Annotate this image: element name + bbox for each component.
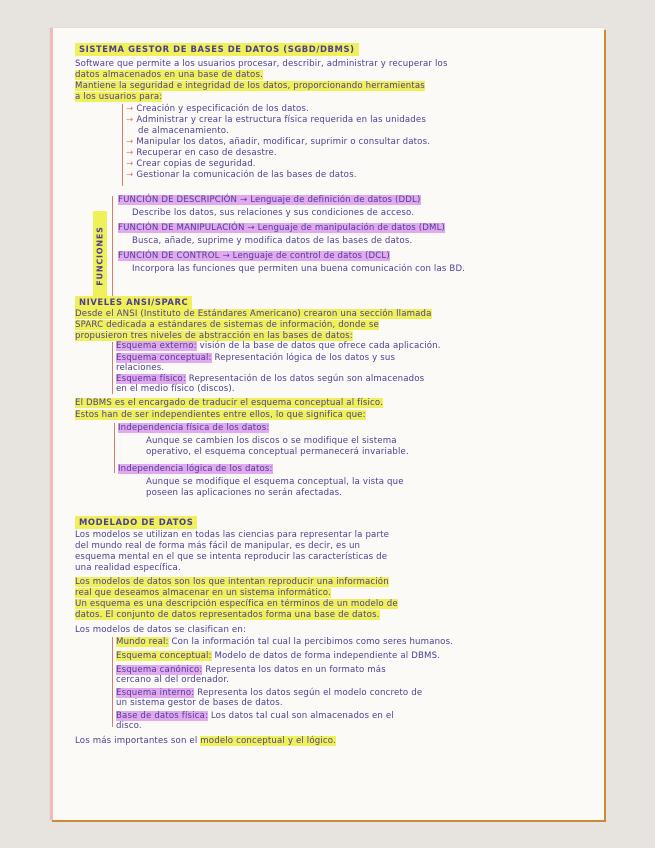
- modelado-intro-line: una realidad específica.: [75, 563, 181, 573]
- modelo-item: Esquema interno: Representa los datos según el modelo concreto de: [116, 688, 423, 698]
- independencia-text: Aunque se modifique el esquema conceptual, la vista que: [146, 477, 404, 487]
- independencia-text: Aunque se cambien los discos o se modifique el sistema: [146, 436, 397, 446]
- nivel-item: Esquema externo: visión de la base de datos que ofrece cada aplicación.: [116, 341, 441, 351]
- modelo-item: Mundo real: Con la información tal cual la percibimos como seres humanos.: [116, 637, 454, 647]
- ansi-intro-line: propusieron tres niveles de abstracción en las bases de datos:: [75, 331, 353, 341]
- modelo-item-cont: un sistema gestor de bases de datos.: [116, 698, 283, 708]
- bracket-line: [112, 196, 113, 304]
- sgbd-list-item: → Administrar y crear la estructura física requerida en las unidades: [126, 115, 426, 125]
- sgbd-intro-line: Software que permite a los usuarios procesar, describir, administrar y recuperar los: [75, 59, 448, 69]
- funcion-heading: FUNCIÓN DE CONTROL → Lenguaje de control de datos (DCL): [118, 251, 390, 261]
- funcion-description: Incorpora las funciones que permiten una buena comunicación con las BD.: [132, 264, 466, 274]
- modelo-item: Esquema conceptual: Modelo de datos de forma independiente al DBMS.: [116, 651, 441, 661]
- funcion-heading: FUNCIÓN DE DESCRIPCIÓN → Lenguaje de definición de datos (DDL): [118, 195, 421, 205]
- sgbd-intro-line: Mantiene la seguridad e integridad de los datos, proporcionando herramientas: [75, 81, 425, 91]
- sgbd-list-item: → Gestionar la comunicación de las bases de datos.: [126, 170, 357, 180]
- independencia-text: operativo, el esquema conceptual permanecerá invariable.: [146, 447, 409, 457]
- modelado-intro-line: esquema mental en el que se intenta reproducir las características de: [75, 552, 388, 562]
- modelo-item-cont: disco.: [116, 721, 142, 731]
- modelado-highlight-line: datos. El conjunto de datos representados forma una base de datos.: [75, 610, 380, 620]
- modelado-intro-line: Los modelos se utilizan en todas las ciencias para representar la parte: [75, 530, 390, 540]
- nivel-item-cont: en el medio físico (discos).: [116, 384, 235, 394]
- bracket-line: [122, 104, 123, 186]
- sgbd-list-item: → Creación y especificación de los datos.: [126, 104, 309, 114]
- independencia-heading: Independencia lógica de los datos:: [118, 464, 273, 474]
- dbms-line: Estos han de ser independientes entre ellos, lo que significa que:: [75, 410, 366, 420]
- sgbd-list-item: → Crear copias de seguridad.: [126, 159, 256, 169]
- closing-line: Los más importantes son el modelo conceptual y el lógico.: [75, 736, 336, 746]
- modelo-item-cont: cercano al del ordenador.: [116, 675, 230, 685]
- funcion-description: Describe los datos, sus relaciones y sus condiciones de acceso.: [132, 208, 415, 218]
- independencia-heading: Independencia física de los datos:: [118, 423, 270, 433]
- bracket-line: [114, 423, 115, 473]
- modelado-highlight-line: Un esquema es una descripción específica en términos de un modelo de: [75, 599, 398, 609]
- bracket-line: [112, 637, 113, 727]
- modelo-item: Esquema canónico: Representa los datos en un formato más: [116, 665, 386, 675]
- sgbd-list-item: de almacenamiento.: [138, 126, 229, 136]
- section-title-ansi-sparc: NIVELES ANSI/SPARC: [75, 296, 192, 309]
- bracket-line: [112, 342, 113, 394]
- ansi-intro-line: SPARC dedicada a estándares de sistemas de información, donde se: [75, 320, 379, 330]
- funciones-label: FUNCIONES: [95, 226, 105, 286]
- independencia-text: poseen las aplicaciones no serán afectadas.: [146, 488, 343, 498]
- nivel-item-cont: relaciones.: [116, 363, 165, 373]
- modelo-item: Base de datos física: Los datos tal cual son almacenados en el: [116, 711, 394, 721]
- nivel-item: Esquema físico: Representación de los datos según son almacenados: [116, 374, 425, 384]
- page-margin-line: [50, 28, 53, 820]
- sgbd-intro-line: a los usuarios para:: [75, 92, 163, 102]
- sgbd-intro-line: datos almacenados en una base de datos.: [75, 70, 263, 80]
- modelado-highlight-line: Los modelos de datos son los que intentan reproducir una información: [75, 577, 389, 587]
- dbms-line: El DBMS es el encargado de traducir el esquema conceptual al físico.: [75, 398, 384, 408]
- funcion-description: Busca, añade, suprime y modifica datos de las bases de datos.: [132, 236, 413, 246]
- sgbd-list-item: → Manipular los datos, añadir, modificar, suprimir o consultar datos.: [126, 137, 431, 147]
- nivel-item: Esquema conceptual: Representación lógica de los datos y sus: [116, 353, 396, 363]
- funcion-heading: FUNCIÓN DE MANIPULACIÓN → Lenguaje de manipulación de datos (DML): [118, 223, 446, 233]
- sgbd-list-item: → Recuperar en caso de desastre.: [126, 148, 277, 158]
- ansi-intro-line: Desde el ANSI (Instituto de Estándares Americano) crearon una sección llamada: [75, 309, 432, 319]
- notebook-page: [50, 28, 604, 820]
- modelado-highlight-line: real que deseamos almacenar en un sistema informático.: [75, 588, 331, 598]
- clasificacion-heading: Los modelos de datos se clasifican en:: [75, 625, 247, 635]
- section-title-modelado: MODELADO DE DATOS: [75, 516, 197, 529]
- modelado-intro-line: del mundo real de forma más fácil de manipular, es decir, es un: [75, 541, 361, 551]
- section-title-sgbd: SISTEMA GESTOR DE BASES DE DATOS (SGBD/DBMS): [75, 43, 359, 56]
